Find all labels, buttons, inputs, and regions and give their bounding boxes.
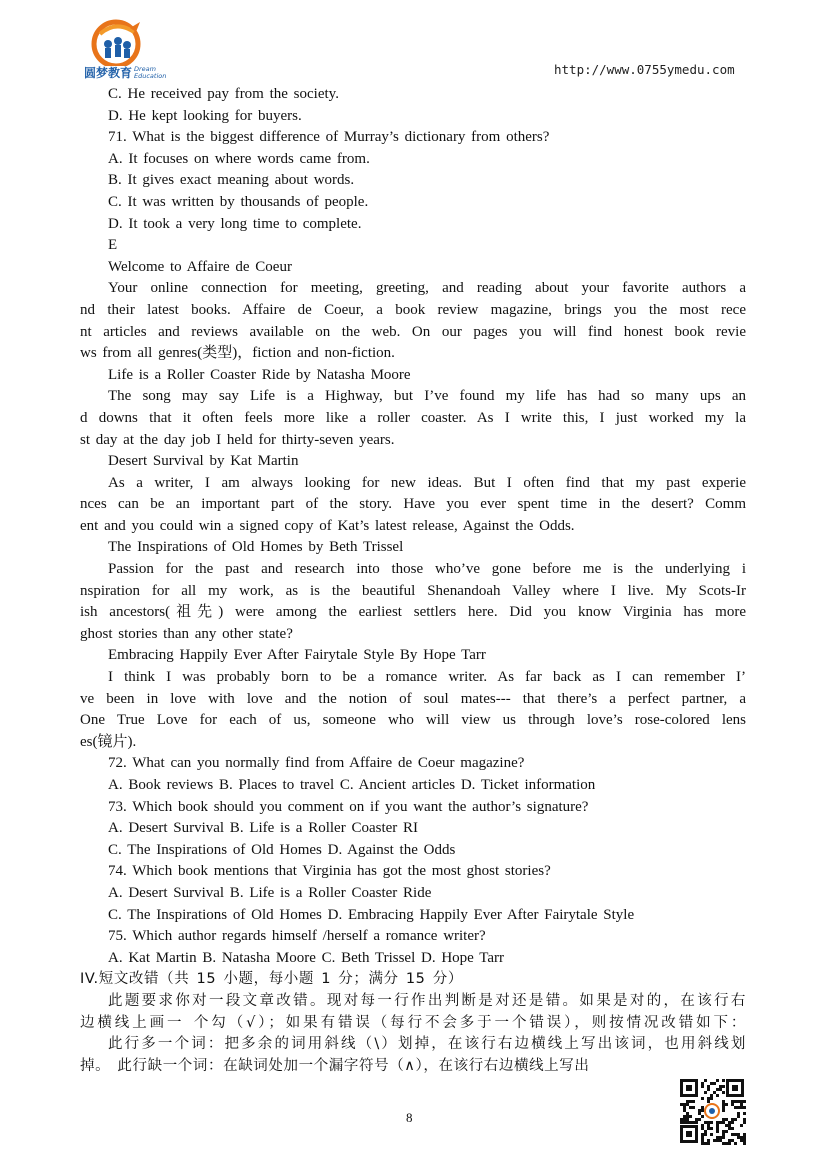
- text-line: A. Book reviews B. Places to travel C. Ancient articles D. Ticket information: [108, 777, 596, 793]
- text-line: Your online connection for meeting, greeting, and reading about your favorite authors a: [108, 280, 746, 297]
- text-line: C. The Inspirations of Old Homes D. Embracing Happily Ever After Fairytale Style: [108, 906, 635, 923]
- text-line: C. He received pay from the society.: [108, 86, 339, 102]
- text-line: 75. Which author regards himself /herself a romance writer?: [108, 928, 486, 945]
- logo-subtext: Dream Education: [134, 65, 167, 80]
- text-line: ish ancestors(祖先) were among the earliest settlers here. Did you know Virginia has more: [80, 604, 746, 621]
- text-line: nd their latest books. Affaire de Coeur, a book review magazine, brings you the most rece: [80, 301, 746, 318]
- text-line: nces can be an important part of the story. Have you ever spent time in the desert? Comm: [80, 496, 746, 513]
- text-line: nspiration for all my work, as is the beautiful Shenandoah Valley where I live. My Scots-Ir: [80, 582, 746, 599]
- text-line: One True Love for each of us, someone who will view us through love’s rose-colored lens: [80, 712, 746, 729]
- text-line: A. Desert Survival B. Life is a Roller Coaster Ride: [108, 884, 432, 901]
- text-line: A. It focuses on where words came from.: [108, 150, 370, 167]
- text-line: 掉。 此行缺一个词：在缺词处加一个漏字符号（∧），在该行右边横线上写出: [80, 1057, 590, 1074]
- text-line: nt articles and reviews available on the web. On our pages you will find honest book revie: [80, 323, 746, 340]
- text-line: I think I was probably born to be a romance writer. As far back as I can remember I’: [108, 669, 746, 686]
- text-line: 此题要求你对一段文章改错。现对每一行作出判断是对还是错。如果是对的，在该行右: [108, 992, 746, 1009]
- text-line: Welcome to Affaire de Coeur: [108, 258, 292, 275]
- page-number: 8: [406, 1110, 413, 1125]
- text-line: Passion for the past and research into those who’ve gone before me is the underlying i: [108, 561, 746, 578]
- text-line: st day at the day job I held for thirty-seven years.: [80, 431, 395, 448]
- text-line: ws from all genres(类型)，fiction and non-fiction.: [80, 345, 395, 362]
- text-line: C. It was written by thousands of people.: [108, 193, 369, 210]
- text-line: The Inspirations of Old Homes by Beth Trissel: [108, 539, 404, 556]
- text-line: 72. What can you normally find from Affaire de Coeur magazine?: [108, 755, 525, 772]
- text-line: ghost stories than any other state?: [80, 625, 293, 642]
- text-line: 边横线上画一 个勾（√）；如果有错误（每行不会多于一个错误），则按情况改错如下：: [80, 1014, 746, 1031]
- text-line: C. The Inspirations of Old Homes D. Against the Odds: [108, 841, 456, 858]
- text-line: 73. Which book should you comment on if you want the author’s signature?: [108, 798, 589, 815]
- text-line: B. It gives exact meaning about words.: [108, 172, 355, 189]
- text-line: 74. Which book mentions that Virginia has got the most ghost stories?: [108, 863, 551, 880]
- qr-code: [678, 1077, 746, 1145]
- text-line: Desert Survival by Kat Martin: [108, 453, 299, 470]
- text-line: E: [108, 237, 118, 254]
- header-url[interactable]: http://www.0755ymedu.com: [554, 62, 735, 77]
- text-line: ent and you could win a signed copy of Kat’s latest release, Against the Odds.: [80, 517, 575, 534]
- text-line: A. Desert Survival B. Life is a Roller Coaster RI: [108, 820, 419, 837]
- text-line: Embracing Happily Ever After Fairytale Style By Hope Tarr: [108, 647, 486, 664]
- text-line: es(镜片).: [80, 733, 137, 750]
- text-line: 此行多一个词：把多余的词用斜线（\）划掉，在该行右边横线上写出该词，也用斜线划: [108, 1036, 746, 1053]
- text-line: Life is a Roller Coaster Ride by Natasha Moore: [108, 366, 411, 383]
- text-line: D. He kept looking for buyers.: [108, 107, 302, 124]
- text-line: D. It took a very long time to complete.: [108, 215, 362, 232]
- text-line: As a writer, I am always looking for new ideas. But I often find that my past experie: [108, 474, 746, 491]
- company-logo: [80, 14, 180, 84]
- text-line: 71. What is the biggest difference of Murray’s dictionary from others?: [108, 129, 550, 146]
- text-line: A. Kat Martin B. Natasha Moore C. Beth Trissel D. Hope Tarr: [108, 949, 505, 966]
- text-line: d downs that it often feels more like a roller coaster. As I write this, I just worked my la: [80, 409, 746, 426]
- logo-text: 圆梦教育: [84, 66, 133, 80]
- text-line: IV.短文改错（共 15 小题，每小题 1 分；满分 15 分）: [80, 971, 463, 988]
- document-body: [80, 84, 746, 1077]
- text-line: ve been in love with love and the notion of soul mates--- that there’s a perfect partner, a: [80, 690, 746, 707]
- text-line: The song may say Life is a Highway, but I’ve found my life has had so many ups an: [108, 388, 746, 405]
